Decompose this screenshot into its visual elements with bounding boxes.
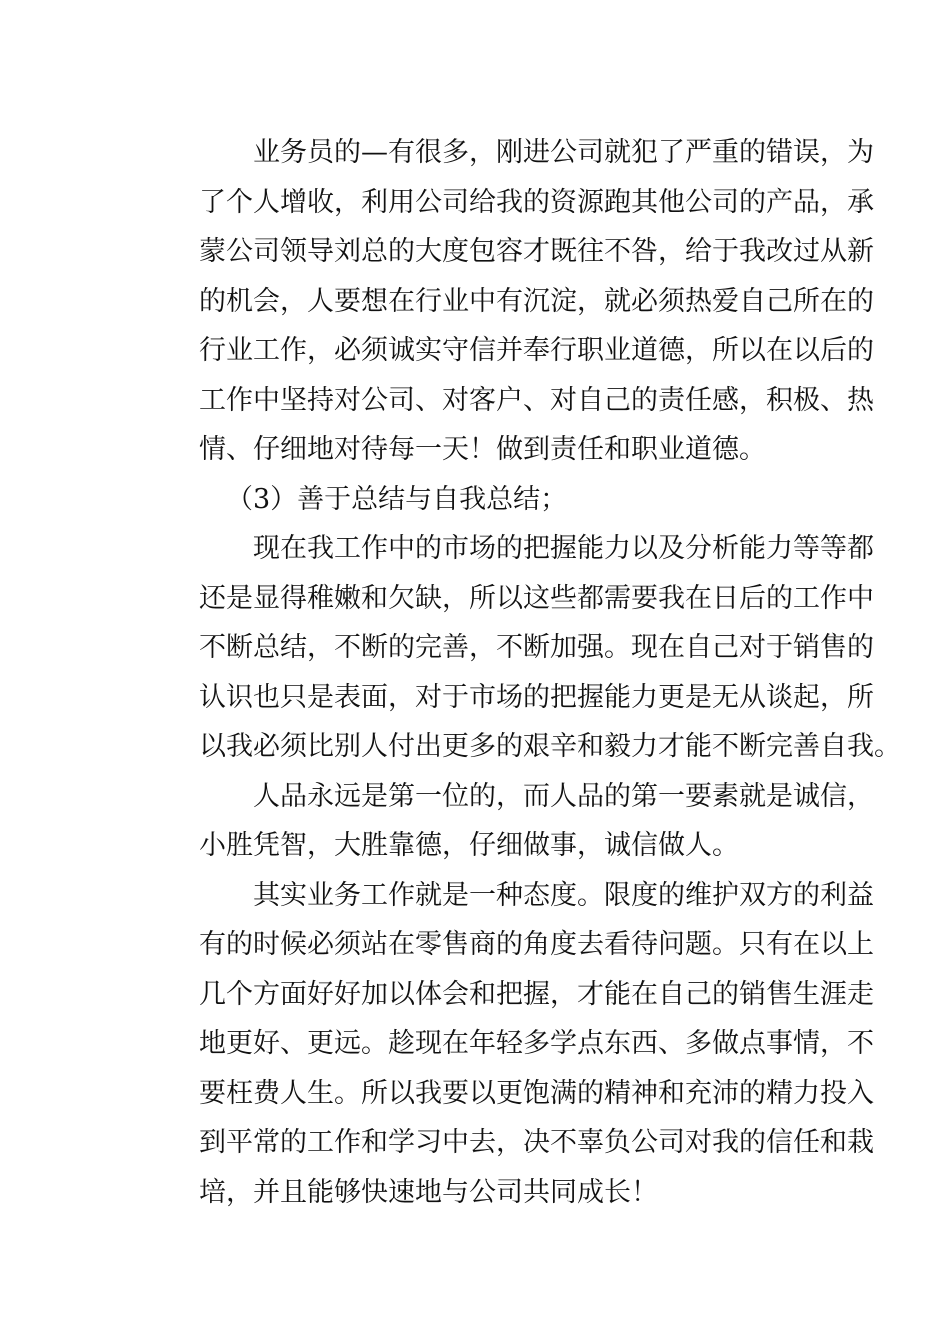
text-line: 要枉费人生。所以我要以更饱满的精神和充沛的精力投入 xyxy=(199,1077,874,1109)
text-line: 的机会，人要想在行业中有沉淀，就必须热爱自己所在的 xyxy=(199,285,874,317)
text-line: 现在我工作中的市场的把握能力以及分析能力等等都 xyxy=(253,533,874,564)
text-line: 地更好、更远。趁现在年轻多学点东西、多做点事情，不 xyxy=(199,1028,874,1059)
text-line: 业务员的—有很多，刚进公司就犯了严重的错误，为 xyxy=(253,137,874,168)
text-line: 以我必须比别人付出更多的艰辛和毅力才能不断完善自我。 xyxy=(199,731,901,762)
text-line: 有的时候必须站在零售商的角度去看待问题。只有在以上 xyxy=(199,929,874,960)
text-line: （3）善于总结与自我总结； xyxy=(226,483,568,515)
text-line: 小胜凭智，大胜靠德，仔细做事，诚信做人。 xyxy=(199,830,739,861)
paragraph-integrity xyxy=(145,128,874,475)
text-line: 还是显得稚嫩和欠缺，所以这些都需要我在日后的工作中 xyxy=(199,582,874,614)
paragraph-character xyxy=(145,772,874,871)
text-line: 认识也只是表面，对于市场的把握能力更是无从谈起，所 xyxy=(199,681,874,713)
text-line: 情、仔细地对待每一天！做到责任和职业道德。 xyxy=(199,434,766,465)
text-line: 工作中坚持对公司、对客户、对自己的责任感，积极、热 xyxy=(199,384,874,416)
text-line: 不断总结，不断的完善，不断加强。现在自己对于销售的 xyxy=(199,632,874,663)
text-line: 到平常的工作和学习中去，决不辜负公司对我的信任和栽 xyxy=(199,1127,874,1158)
text-line: 蒙公司领导刘总的大度包容才既往不咎，给于我改过从新 xyxy=(199,236,874,267)
text-line: 人品永远是第一位的，而人品的第一要素就是诚信， xyxy=(253,780,874,812)
text-line: 了个人增收，利用公司给我的资源跑其他公司的产品，承 xyxy=(199,186,874,218)
section-heading xyxy=(145,475,807,525)
text-line: 几个方面好好加以体会和把握，才能在自己的销售生涯走 xyxy=(199,978,874,1010)
document-body xyxy=(145,128,901,1217)
text-line: 其实业务工作就是一种态度。限度的维护双方的利益 xyxy=(253,879,874,911)
paragraph-attitude xyxy=(145,871,874,1218)
text-line: 行业工作，必须诚实守信并奉行职业道德，所以在以后的 xyxy=(199,335,874,366)
paragraph-summary xyxy=(145,524,901,772)
text-line: 培，并且能够快速地与公司共同成长！ xyxy=(199,1176,658,1208)
